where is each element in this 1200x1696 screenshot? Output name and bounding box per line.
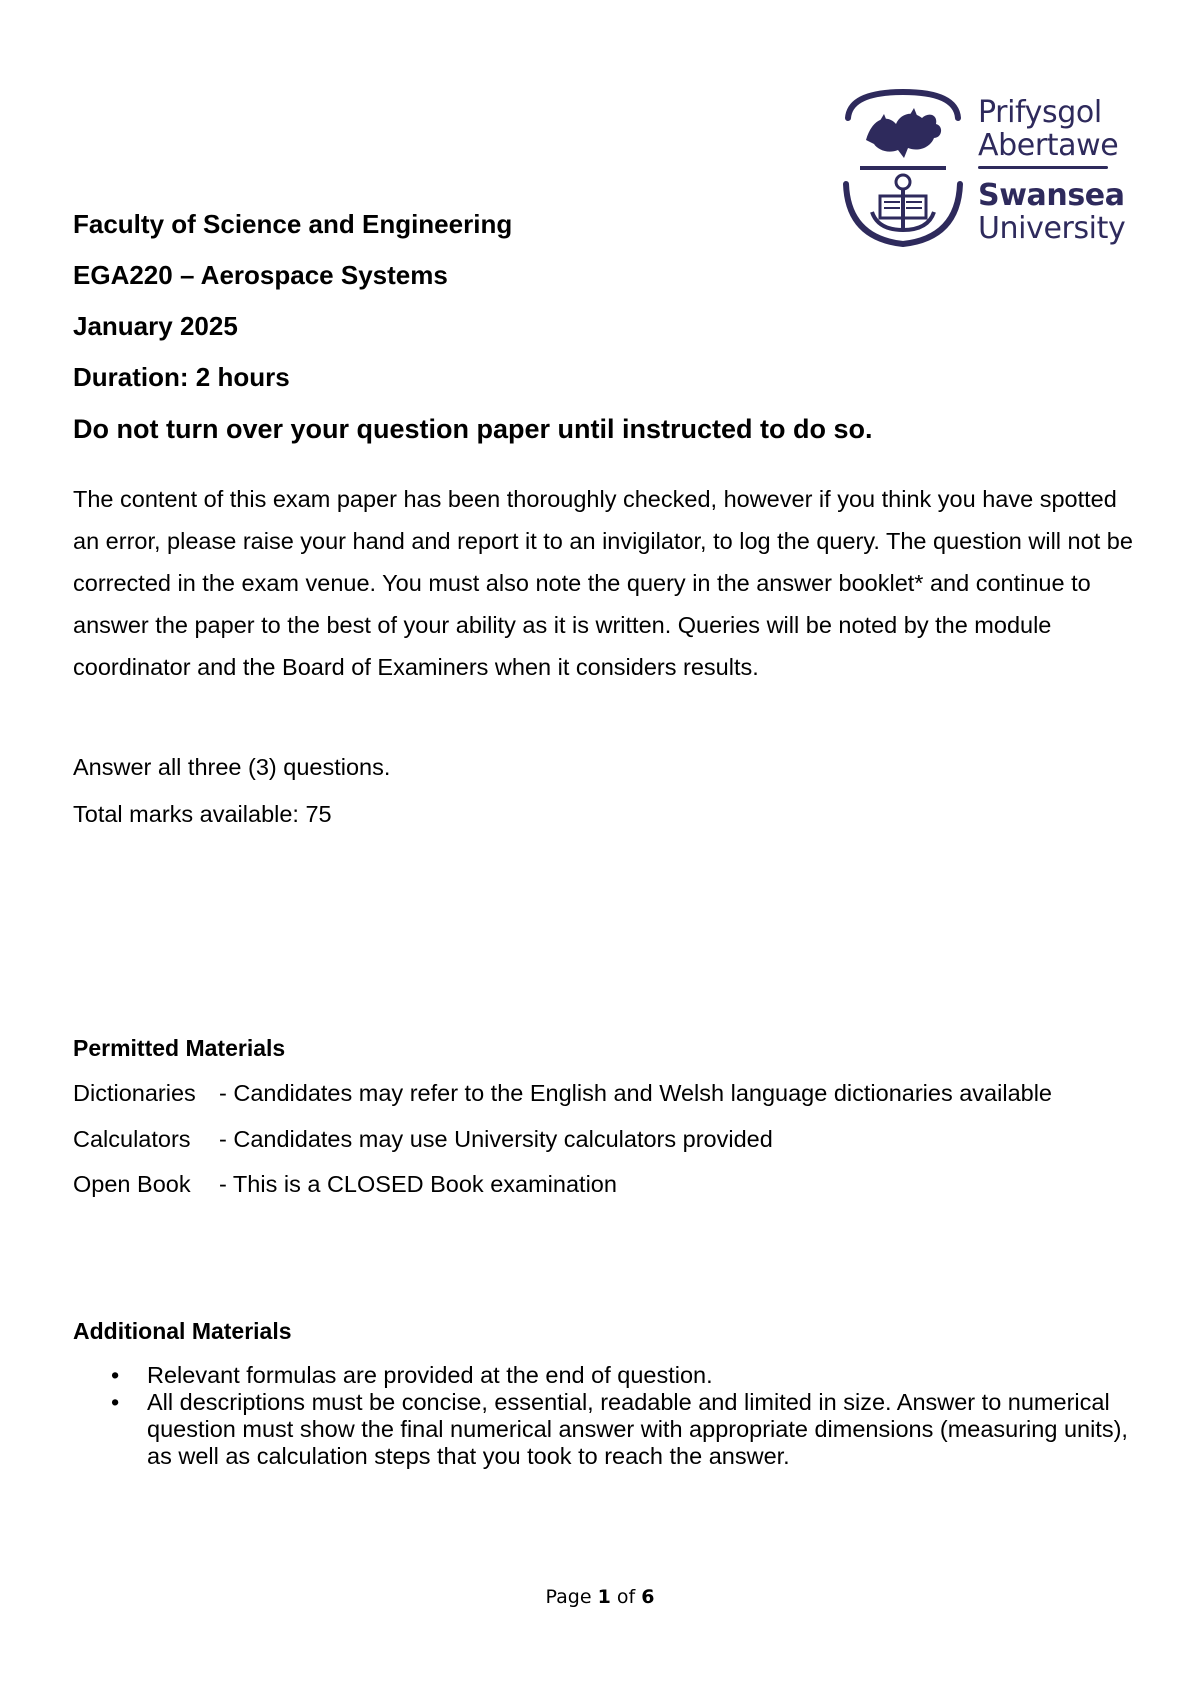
permitted-row-open-book <box>73 1171 617 1198</box>
turnover-warning: Do not turn over your question paper until instructed to do so. <box>73 414 873 444</box>
permitted-label: Calculators <box>73 1126 191 1152</box>
permitted-text: - Candidates may use University calculators provided <box>219 1126 773 1152</box>
permitted-text: - This is a CLOSED Book examination <box>219 1171 617 1197</box>
logo-wordmark <box>978 95 1126 246</box>
total-marks: Total marks available: 75 <box>73 801 332 827</box>
module-heading: EGA220 – Aerospace Systems <box>73 260 448 290</box>
list-item <box>73 1389 1133 1470</box>
of-word: of <box>616 1586 636 1608</box>
logo-line-abertawe: Abertawe <box>978 128 1119 163</box>
total-pages: 6 <box>641 1586 655 1608</box>
bullet-icon: • <box>111 1362 120 1388</box>
answer-all-instruction: Answer all three (3) questions. <box>73 754 391 780</box>
permitted-label: Open Book <box>73 1171 191 1197</box>
logo-line-swansea: Swansea <box>978 178 1125 213</box>
page-number: 1 <box>597 1586 611 1608</box>
bullet-icon: • <box>111 1389 120 1415</box>
crest-icon <box>838 88 968 248</box>
university-logo <box>838 88 1138 258</box>
permitted-materials-title: Permitted Materials <box>73 1035 286 1061</box>
page-footer <box>0 1586 1200 1608</box>
permitted-row-dictionaries <box>73 1080 1052 1107</box>
page-word: Page <box>545 1586 592 1608</box>
exam-date: January 2025 <box>73 311 238 341</box>
faculty-heading: Faculty of Science and Engineering <box>73 209 513 239</box>
permitted-row-calculators <box>73 1126 773 1153</box>
permitted-text: - Candidates may refer to the English and Welsh language dictionaries available <box>219 1080 1052 1106</box>
list-item-text: All descriptions must be concise, essential, readable and limited in size. Answer to numerical question must show the final numerical answer with appropriate dimensions (measuring units), as well as calculation steps that you took to reach the answer. <box>147 1389 1128 1469</box>
exam-duration: Duration: 2 hours <box>73 362 290 392</box>
list-item <box>73 1362 1133 1389</box>
logo-line-university: University <box>978 211 1126 246</box>
permitted-label: Dictionaries <box>73 1080 196 1106</box>
additional-materials-title: Additional Materials <box>73 1318 292 1344</box>
intro-paragraph: The content of this exam paper has been thoroughly checked, however if you think you have spotted an error, please raise your hand and report it to an invigilator, to log the query. The question will not be corrected in the exam venue. You must also note the query in the answer booklet* and continue to answer the paper to the best of your ability as it is written. Queries will be noted by the module coordinator and the Board of Examiners when it considers results. <box>73 486 1133 680</box>
list-item-text: Relevant formulas are provided at the end of question. <box>147 1362 713 1388</box>
additional-materials-list <box>73 1362 1133 1470</box>
logo-line-prifysgol: Prifysgol <box>978 95 1102 130</box>
